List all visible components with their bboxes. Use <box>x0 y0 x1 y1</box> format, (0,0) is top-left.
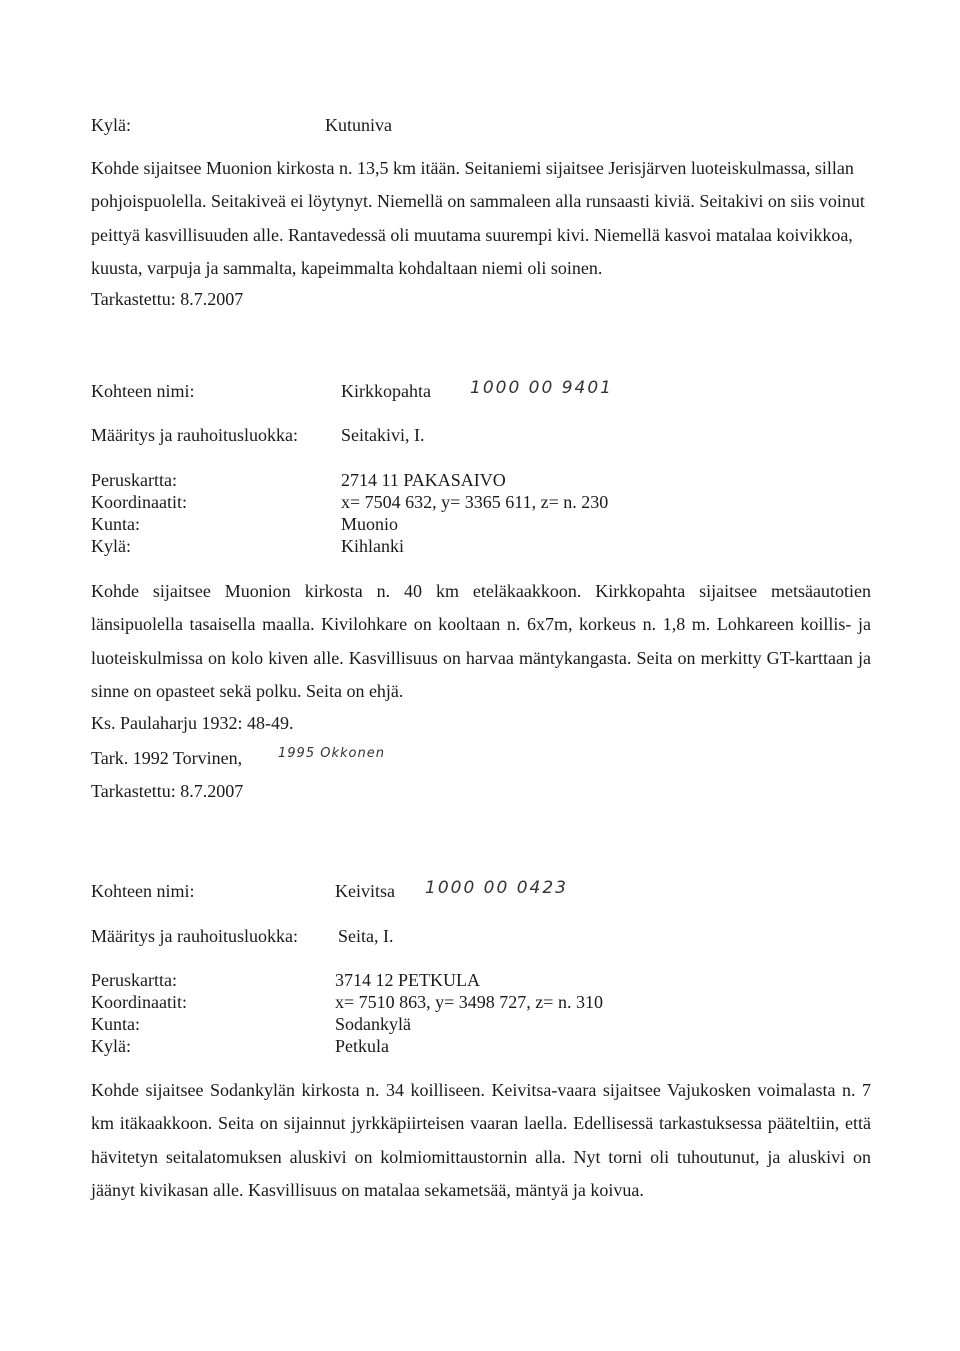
reference: Ks. Paulaharju 1932: 48-49. <box>91 713 294 733</box>
handwritten-code: 1000 00 0423 <box>425 878 568 898</box>
checked-date: Tarkastettu: 8.7.2007 <box>91 781 244 801</box>
map-label: Peruskartta: <box>91 970 177 990</box>
classification-label: Määritys ja rauhoitusluokka: <box>91 425 298 445</box>
site-name-value: Keivitsa <box>335 881 395 901</box>
classification-value: Seita, I. <box>338 926 394 946</box>
map-label: Peruskartta: <box>91 470 177 490</box>
site-name-label: Kohteen nimi: <box>91 381 195 401</box>
village-label: Kylä: <box>91 1036 131 1056</box>
village-value: Petkula <box>335 1036 389 1056</box>
municipality-value: Muonio <box>341 514 399 534</box>
checked-date: Tarkastettu: 8.7.2007 <box>91 289 244 309</box>
kyla-value: Kutuniva <box>325 115 392 135</box>
site-name-label: Kohteen nimi: <box>91 881 195 901</box>
municipality-value: Sodankylä <box>335 1014 411 1034</box>
coordinates-label: Koordinaatit: <box>91 992 187 1012</box>
handwritten-code: 1000 00 9401 <box>470 378 613 398</box>
handwritten-note: 1995 Okkonen <box>278 746 385 761</box>
municipality-label: Kunta: <box>91 1014 140 1034</box>
village-label: Kylä: <box>91 536 131 556</box>
kyla-label: Kylä: <box>91 115 131 135</box>
map-value: 3714 12 PETKULA <box>335 970 480 990</box>
village-value: Kihlanki <box>341 536 404 556</box>
municipality-label: Kunta: <box>91 514 140 534</box>
classification-value: Seitakivi, I. <box>341 425 425 445</box>
site-name-value: Kirkkopahta <box>341 381 431 401</box>
inspection-record: Tark. 1992 Torvinen, <box>91 748 243 768</box>
coordinates-value: x= 7510 863, y= 3498 727, z= n. 310 <box>335 992 603 1012</box>
coordinates-value: x= 7504 632, y= 3365 611, z= n. 230 <box>341 492 609 512</box>
site-description: Kohde sijaitsee Muonion kirkosta n. 40 km eteläkaakkoon. Kirkkopahta sijaitsee metsäautotien länsipuolella tasaisella maalla. Kivilohkare on kooltaan n. 6x7m, korkeus n. 1,8 m. Lohkareen koillis- ja luoteiskulmissa on kolo kiven alle. Kasvillisuus on harvaa mäntykangasta. Seita on merkitty GT-karttaan ja sinne on opasteet sekä polku. Seita on ehjä. <box>91 581 871 702</box>
coordinates-label: Koordinaatit: <box>91 492 187 512</box>
classification-label: Määritys ja rauhoitusluokka: <box>91 926 298 946</box>
site-description: Kohde sijaitsee Muonion kirkosta n. 13,5 km itään. Seitaniemi sijaitsee Jerisjärven luoteiskulmassa, sillan pohjoispuolella. Seitakiveä ei löytynyt. Niemellä on sammaleen alla runsaasti kiviä. Seitakivi on siis voinut peittyä kasvillisuuden alle. Rantavedessä oli muutama suurempi kivi. Niemellä kasvoi matalaa koivikkoa, kuusta, varpuja ja sammalta, kapeimmalta kohdaltaan niemi oli soinen. <box>91 158 865 279</box>
site-description: Kohde sijaitsee Sodankylän kirkosta n. 34 koilliseen. Keivitsa-vaara sijaitsee Vajukosken voimalasta n. 7 km itäkaakkoon. Seita on sijainnut jyrkkäpiirteisen vaaran laella. Edellisessä tarkastuksessa pääteltiin, että hävitetyn seitalatomuksen aluskivi on kolmiomittaustornin alla. Nyt torni oli tuhoutunut, ja aluskivi on jäänyt kivikasan alle. Kasvillisuus on matalaa sekametsää, mäntyä ja koivua. <box>91 1080 871 1201</box>
map-value: 2714 11 PAKASAIVO <box>341 470 506 490</box>
